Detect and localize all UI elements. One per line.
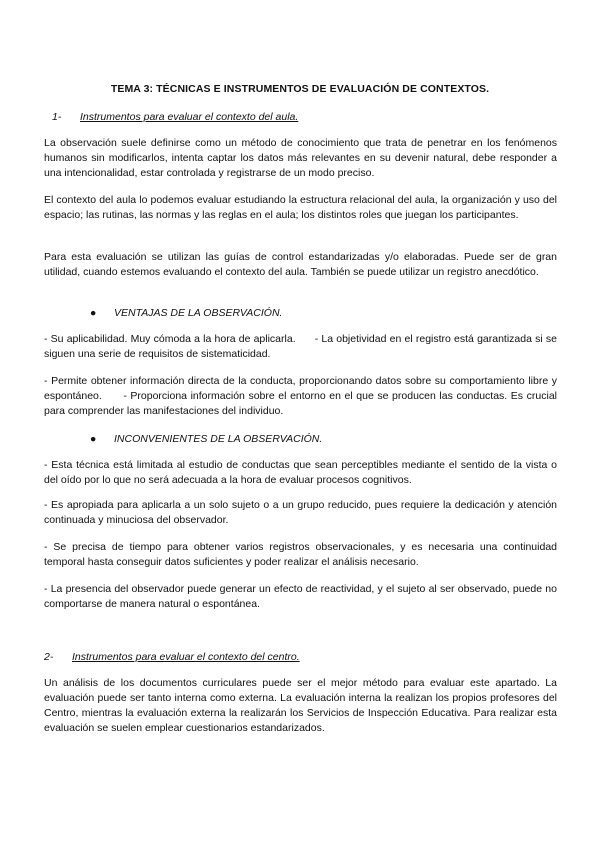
disadvantages-heading [90,432,322,447]
bullet-icon: ● [90,433,97,445]
page-title: TEMA 3: TÉCNICAS E INSTRUMENTOS DE EVALUACIÓN DE CONTEXTOS. [110,83,490,95]
disadvantage-item: - La presencia del observador puede generar un efecto de reactividad, y el sujeto al ser observado, puede no comportarse de manera natural o espontánea. [44,583,557,610]
disadvantage-item: - Esta técnica está limitada al estudio de conductas que sean perceptibles mediante el sentido de la vista o del oído por lo que no será adecuada a la hora de evaluar procesos cognitivos. [44,459,557,486]
advantages-heading-text: VENTAJAS DE LA OBSERVACIÓN. [114,307,283,319]
section-2-title: Instrumentos para evaluar el contexto del centro. [72,651,300,663]
section-1-heading [52,110,298,125]
section-1-number: 1- [52,111,62,123]
section-1-title: Instrumentos para evaluar el contexto del aula. [80,111,299,123]
disadvantage-item: - Se precisa de tiempo para obtener varios registros observacionales, y es necesaria una continuidad temporal hasta conseguir datos suficientes y poder realizar el análisis necesario. [44,541,557,568]
paragraph-center-evaluation: Un análisis de los documentos curriculares puede ser el mejor método para evaluar este apartado. La evaluación puede ser tanto interna como externa. La evaluación interna la realizan los propios profesores del Centro, mientras la evaluación externa la realizarán los Servicios de Inspección Educativa. Para realizar esta evaluación se suelen emplear cuestionarios estandarizados. [44,677,557,734]
advantage-item: - Permite obtener información directa de la conducta, proporcionando datos sobre su comportamiento libre y espontáneo. - Proporciona información sobre el entorno en el que se producen las conductas. Es crucial para comprender las manifestaciones del individuo. [44,375,560,417]
paragraph-control-guides: Para esta evaluación se utilizan las guías de control estandarizadas y/o elaboradas. Puede ser de gran utilidad, cuando estemos evaluando el contexto del aula. También se puede utilizar un registro anecdótico. [44,251,557,278]
disadvantages-heading-text: INCONVENIENTES DE LA OBSERVACIÓN. [114,433,323,445]
section-2-heading [44,650,300,665]
section-2-number: 2- [44,651,54,663]
paragraph-observation-definition: La observación suele definirse como un método de conocimiento que trata de penetrar en los fenómenos humanos sin modificarlos, intenta captar los datos más relevantes en su devenir natural, debe responder a una intencionalidad, estar controlada y registrarse de un modo preciso. [44,137,557,179]
disadvantage-item: - Es apropiada para aplicarla a un solo sujeto o a un grupo reducido, pues requiere la dedicación y atención continuada y minuciosa del observador. [44,499,557,526]
advantage-item: - Su aplicabilidad. Muy cómoda a la hora de aplicarla. - La objetividad en el registro está garantizada si se siguen una serie de requisitos de sistematicidad. [44,333,560,360]
advantages-heading [90,306,282,321]
paragraph-classroom-context: El contexto del aula lo podemos evaluar estudiando la estructura relacional del aula, la organización y uso del espacio; las rutinas, las normas y las reglas en el aula; los distintos roles que juegan los participantes. [44,194,557,221]
bullet-icon: ● [90,307,97,319]
